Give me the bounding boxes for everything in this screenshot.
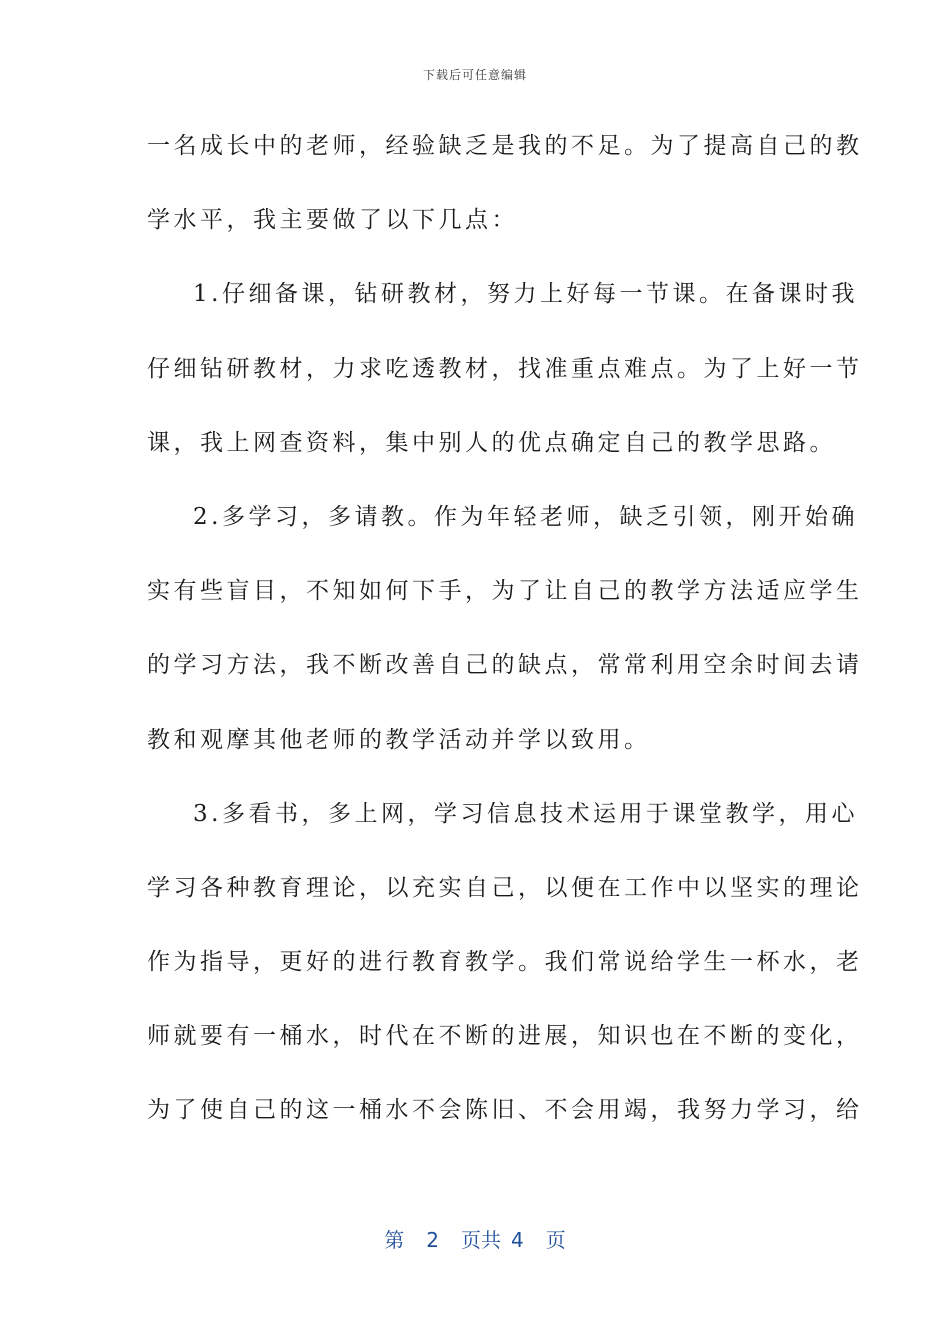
page-header: 下载后可任意编辑 [422,68,527,82]
text-line: 2.多学习，多请教。作为年轻老师，缺乏引领，刚开始确 [193,503,858,530]
footer-prefix: 第 [384,1228,405,1252]
text-line: 的学习方法，我不断改善自己的缺点，常常利用空余时间去请 [147,652,863,679]
text-line: 师就要有一桶水，时代在不断的进展，知识也在不断的变化， [147,1023,863,1050]
text-line: 3.多看书，多上网，学习信息技术运用于课堂教学，用心 [193,800,858,827]
text-line: 学习各种教育理论，以充实自己，以便在工作中以坚实的理论 [147,874,863,901]
text-line: 1.仔细备课，钻研教材，努力上好每一节课。在备课时我 [193,281,858,308]
footer-suffix: 页 [545,1228,566,1252]
footer-page-total: 4 [511,1228,524,1252]
text-line: 作为指导，更好的进行教育教学。我们常说给学生一杯水，老 [147,949,863,976]
footer-middle: 页共 [461,1228,501,1252]
footer-page-number: 2 [426,1228,439,1252]
text-line: 为了使自己的这一桶水不会陈旧、不会用竭，我努力学习，给 [147,1097,863,1124]
text-line: 仔细钻研教材，力求吃透教材，找准重点难点。为了上好一节 [147,355,863,382]
document-body [147,121,863,1160]
page-footer [0,1224,950,1253]
text-line: 一名成长中的老师，经验缺乏是我的不足。为了提高自己的教 [147,133,863,159]
text-line: 课，我上网查资料，集中别人的优点确定自己的教学思路。 [147,429,836,456]
text-line: 教和观摩其他老师的教学活动并学以致用。 [147,726,651,753]
text-line: 学水平，我主要做了以下几点： [147,207,518,234]
text-line: 实有些盲目，不知如何下手，为了让自己的教学方法适应学生 [147,578,863,605]
